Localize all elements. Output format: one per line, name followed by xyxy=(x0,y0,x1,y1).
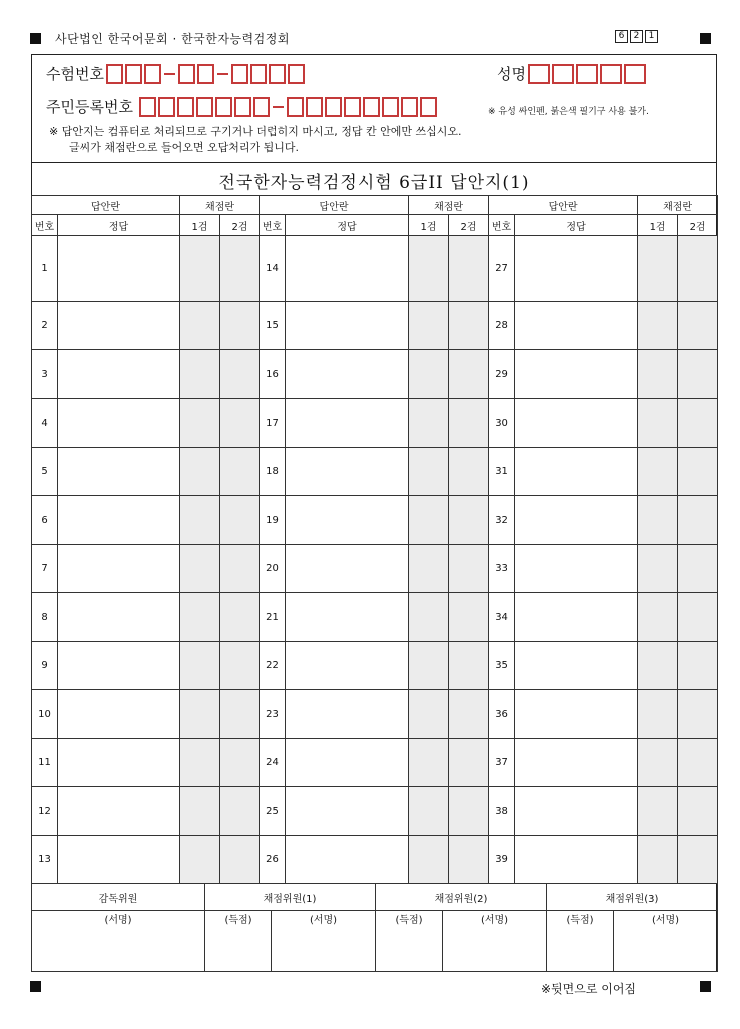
question-number: 28 xyxy=(489,302,515,350)
question-number: 22 xyxy=(260,642,286,690)
notice-line-1: ※ 답안지는 컴퓨터로 처리되므로 구기거나 더럽히지 마시고, 정답 칸 안에만 쓰십시오. xyxy=(49,125,462,138)
table-row xyxy=(32,302,718,350)
question-number: 35 xyxy=(489,642,515,690)
second-check-cell xyxy=(678,350,718,399)
question-number: 18 xyxy=(260,448,286,496)
first-check-header: 1검 xyxy=(638,215,678,236)
second-check-cell xyxy=(449,236,489,302)
first-check-cell xyxy=(638,399,678,448)
continue-note: ※뒷면으로 이어짐 xyxy=(541,982,637,996)
answer-cell[interactable] xyxy=(286,545,409,593)
question-number: 25 xyxy=(260,787,286,836)
answer-cell[interactable] xyxy=(286,496,409,545)
second-check-header: 2검 xyxy=(449,215,489,236)
first-check-cell xyxy=(638,593,678,642)
first-check-cell xyxy=(638,350,678,399)
scoring-area-header: 채점란 xyxy=(409,196,489,215)
answer-cell[interactable] xyxy=(58,836,180,884)
question-number: 21 xyxy=(260,593,286,642)
answer-cell[interactable] xyxy=(515,399,638,448)
answer-cell[interactable] xyxy=(58,399,180,448)
answer-cell[interactable] xyxy=(515,690,638,739)
grader3-sign-cell[interactable]: (서명) xyxy=(614,911,718,972)
table-row xyxy=(32,642,718,690)
first-check-cell xyxy=(180,787,220,836)
second-check-cell xyxy=(220,593,260,642)
number-header: 번호 xyxy=(489,215,515,236)
second-check-cell xyxy=(678,236,718,302)
question-number: 6 xyxy=(32,496,58,545)
question-number: 2 xyxy=(32,302,58,350)
second-check-cell xyxy=(220,739,260,787)
resident-number-label: 주민등록번호 xyxy=(46,98,133,116)
question-number: 39 xyxy=(489,836,515,884)
second-check-cell xyxy=(220,350,260,399)
question-number: 16 xyxy=(260,350,286,399)
table-row xyxy=(32,399,718,448)
first-check-header: 1검 xyxy=(409,215,449,236)
answer-cell[interactable] xyxy=(515,448,638,496)
second-check-cell xyxy=(449,642,489,690)
second-check-cell xyxy=(220,836,260,884)
question-number: 3 xyxy=(32,350,58,399)
grader2-score-cell[interactable]: (득점) xyxy=(376,911,443,972)
answer-header: 정답 xyxy=(58,215,180,236)
question-number: 30 xyxy=(489,399,515,448)
answer-area-header: 답안란 xyxy=(32,196,180,215)
second-check-cell xyxy=(678,836,718,884)
first-check-cell xyxy=(409,836,449,884)
grader1-score-cell[interactable]: (득점) xyxy=(205,911,272,972)
supervisor-header: 감독위원 xyxy=(32,884,205,911)
first-check-cell xyxy=(409,448,449,496)
second-check-cell xyxy=(449,739,489,787)
second-check-cell xyxy=(449,593,489,642)
question-number: 7 xyxy=(32,545,58,593)
first-check-cell xyxy=(409,593,449,642)
second-check-cell xyxy=(449,496,489,545)
answer-cell[interactable] xyxy=(286,448,409,496)
organization-name: 사단법인 한국어문회 · 한국한자능력검정회 xyxy=(55,32,290,46)
second-check-cell xyxy=(449,302,489,350)
question-number: 38 xyxy=(489,787,515,836)
number-header: 번호 xyxy=(260,215,286,236)
answer-cell[interactable] xyxy=(286,739,409,787)
answer-cell[interactable] xyxy=(515,836,638,884)
first-check-cell xyxy=(638,642,678,690)
question-number: 1 xyxy=(32,236,58,302)
first-check-cell xyxy=(409,690,449,739)
registration-mark-bottom-left xyxy=(30,981,41,992)
form-code xyxy=(615,30,658,43)
question-number: 27 xyxy=(489,236,515,302)
question-number: 23 xyxy=(260,690,286,739)
question-number: 24 xyxy=(260,739,286,787)
second-check-cell xyxy=(678,642,718,690)
second-check-cell xyxy=(449,545,489,593)
question-number: 4 xyxy=(32,399,58,448)
table-row xyxy=(32,236,718,302)
answer-rows xyxy=(32,236,718,884)
first-check-cell xyxy=(409,642,449,690)
second-check-cell xyxy=(449,690,489,739)
question-number: 33 xyxy=(489,545,515,593)
first-check-cell xyxy=(409,302,449,350)
grader3-header: 채점위원(3) xyxy=(547,884,718,911)
answer-area-header: 답안란 xyxy=(489,196,638,215)
second-check-header: 2검 xyxy=(220,215,260,236)
question-number: 5 xyxy=(32,448,58,496)
first-check-cell xyxy=(409,236,449,302)
second-check-cell xyxy=(449,399,489,448)
question-number: 34 xyxy=(489,593,515,642)
grader1-header: 채점위원(1) xyxy=(205,884,376,911)
first-check-cell xyxy=(180,236,220,302)
supervisor-sign-cell[interactable]: (서명) xyxy=(32,911,205,972)
answer-cell[interactable] xyxy=(58,448,180,496)
answer-header: 정답 xyxy=(286,215,409,236)
answer-cell[interactable] xyxy=(515,350,638,399)
first-check-cell xyxy=(638,302,678,350)
answer-cell[interactable] xyxy=(515,593,638,642)
sheet-title: 전국한자능력검정시험 6급II 답안지(1) xyxy=(218,173,530,193)
question-number: 31 xyxy=(489,448,515,496)
first-check-cell xyxy=(638,545,678,593)
answer-cell[interactable] xyxy=(286,642,409,690)
first-check-cell xyxy=(638,739,678,787)
question-number: 15 xyxy=(260,302,286,350)
question-number: 32 xyxy=(489,496,515,545)
answer-cell[interactable] xyxy=(58,496,180,545)
question-number: 37 xyxy=(489,739,515,787)
answer-area-header: 답안란 xyxy=(260,196,409,215)
second-check-cell xyxy=(220,236,260,302)
second-check-cell xyxy=(678,399,718,448)
second-check-cell xyxy=(449,448,489,496)
answer-cell[interactable] xyxy=(286,350,409,399)
name-label: 성명 xyxy=(497,65,526,83)
question-number: 19 xyxy=(260,496,286,545)
second-check-cell xyxy=(220,399,260,448)
form-code-digit: 6 xyxy=(615,30,628,43)
first-check-cell xyxy=(180,642,220,690)
second-check-cell xyxy=(449,787,489,836)
table-row xyxy=(32,787,718,836)
second-check-cell xyxy=(449,350,489,399)
answer-cell[interactable] xyxy=(58,593,180,642)
question-number: 20 xyxy=(260,545,286,593)
question-number: 11 xyxy=(32,739,58,787)
table-row xyxy=(32,545,718,593)
second-check-cell xyxy=(220,448,260,496)
answer-cell[interactable] xyxy=(58,350,180,399)
grader2-header: 채점위원(2) xyxy=(376,884,547,911)
registration-mark-top-right xyxy=(700,33,711,44)
first-check-cell xyxy=(180,739,220,787)
first-check-cell xyxy=(409,739,449,787)
answer-cell[interactable] xyxy=(286,836,409,884)
exam-number-field[interactable] xyxy=(46,63,307,84)
first-check-cell xyxy=(409,350,449,399)
first-check-cell xyxy=(409,496,449,545)
answer-cell[interactable] xyxy=(515,302,638,350)
first-check-cell xyxy=(638,787,678,836)
second-check-cell xyxy=(678,787,718,836)
form-code-digit: 1 xyxy=(645,30,658,43)
answer-cell[interactable] xyxy=(58,739,180,787)
answer-cell[interactable] xyxy=(515,739,638,787)
resident-number-field[interactable] xyxy=(46,96,439,117)
first-check-cell xyxy=(638,448,678,496)
answer-cell[interactable] xyxy=(515,642,638,690)
answer-cell[interactable] xyxy=(286,399,409,448)
answer-cell[interactable] xyxy=(286,690,409,739)
table-row xyxy=(32,690,718,739)
table-row xyxy=(32,448,718,496)
pen-usage-note: ※ 유성 싸인펜, 붉은색 필기구 사용 불가. xyxy=(488,107,649,117)
registration-mark-top-left xyxy=(30,33,41,44)
second-check-cell xyxy=(678,739,718,787)
table-row xyxy=(32,496,718,545)
second-check-header: 2검 xyxy=(678,215,718,236)
first-check-cell xyxy=(180,545,220,593)
first-check-cell xyxy=(180,593,220,642)
first-check-cell xyxy=(409,787,449,836)
answer-cell[interactable] xyxy=(58,545,180,593)
question-number: 10 xyxy=(32,690,58,739)
second-check-cell xyxy=(678,690,718,739)
exam-number-label: 수험번호 xyxy=(46,65,104,83)
second-check-cell xyxy=(220,642,260,690)
table-row xyxy=(32,350,718,399)
second-check-cell xyxy=(220,545,260,593)
answer-cell[interactable] xyxy=(286,787,409,836)
form-code-digit: 2 xyxy=(630,30,643,43)
answer-cell[interactable] xyxy=(58,642,180,690)
first-check-cell xyxy=(638,690,678,739)
second-check-cell xyxy=(220,787,260,836)
answer-header: 정답 xyxy=(515,215,638,236)
answer-cell[interactable] xyxy=(58,690,180,739)
answer-cell[interactable] xyxy=(58,302,180,350)
registration-mark-bottom-right xyxy=(700,981,711,992)
first-check-cell xyxy=(409,545,449,593)
second-check-cell xyxy=(678,302,718,350)
second-check-cell xyxy=(449,836,489,884)
first-check-cell xyxy=(180,448,220,496)
scoring-area-header: 채점란 xyxy=(638,196,718,215)
scoring-area-header: 채점란 xyxy=(180,196,260,215)
first-check-header: 1검 xyxy=(180,215,220,236)
grader3-score-cell[interactable]: (득점) xyxy=(547,911,614,972)
answer-cell[interactable] xyxy=(286,593,409,642)
first-check-cell xyxy=(638,496,678,545)
question-number: 36 xyxy=(489,690,515,739)
answer-cell[interactable] xyxy=(515,236,638,302)
answer-cell[interactable] xyxy=(58,787,180,836)
table-row xyxy=(32,836,718,884)
question-number: 8 xyxy=(32,593,58,642)
question-number: 26 xyxy=(260,836,286,884)
second-check-cell xyxy=(678,448,718,496)
question-number: 14 xyxy=(260,236,286,302)
second-check-cell xyxy=(220,496,260,545)
first-check-cell xyxy=(638,836,678,884)
table-row xyxy=(32,739,718,787)
grader1-sign-cell[interactable]: (서명) xyxy=(272,911,376,972)
answer-cell[interactable] xyxy=(515,496,638,545)
question-number: 9 xyxy=(32,642,58,690)
answer-grid xyxy=(31,195,718,884)
second-check-cell xyxy=(678,545,718,593)
first-check-cell xyxy=(638,236,678,302)
question-number: 29 xyxy=(489,350,515,399)
first-check-cell xyxy=(180,399,220,448)
number-header: 번호 xyxy=(32,215,58,236)
first-check-cell xyxy=(180,690,220,739)
table-row xyxy=(32,593,718,642)
first-check-cell xyxy=(180,302,220,350)
second-check-cell xyxy=(220,690,260,739)
question-number: 17 xyxy=(260,399,286,448)
name-field[interactable] xyxy=(497,63,648,84)
first-check-cell xyxy=(409,399,449,448)
question-number: 13 xyxy=(32,836,58,884)
second-check-cell xyxy=(678,496,718,545)
grader2-sign-cell[interactable]: (서명) xyxy=(443,911,547,972)
signature-table xyxy=(31,883,718,972)
answer-cell[interactable] xyxy=(286,302,409,350)
second-check-cell xyxy=(678,593,718,642)
answer-cell[interactable] xyxy=(58,236,180,302)
answer-cell[interactable] xyxy=(515,545,638,593)
first-check-cell xyxy=(180,836,220,884)
first-check-cell xyxy=(180,496,220,545)
first-check-cell xyxy=(180,350,220,399)
second-check-cell xyxy=(220,302,260,350)
notice-line-2: 글씨가 채점란으로 들어오면 오답처리가 됩니다. xyxy=(69,141,300,154)
question-number: 12 xyxy=(32,787,58,836)
answer-cell[interactable] xyxy=(286,236,409,302)
answer-cell[interactable] xyxy=(515,787,638,836)
